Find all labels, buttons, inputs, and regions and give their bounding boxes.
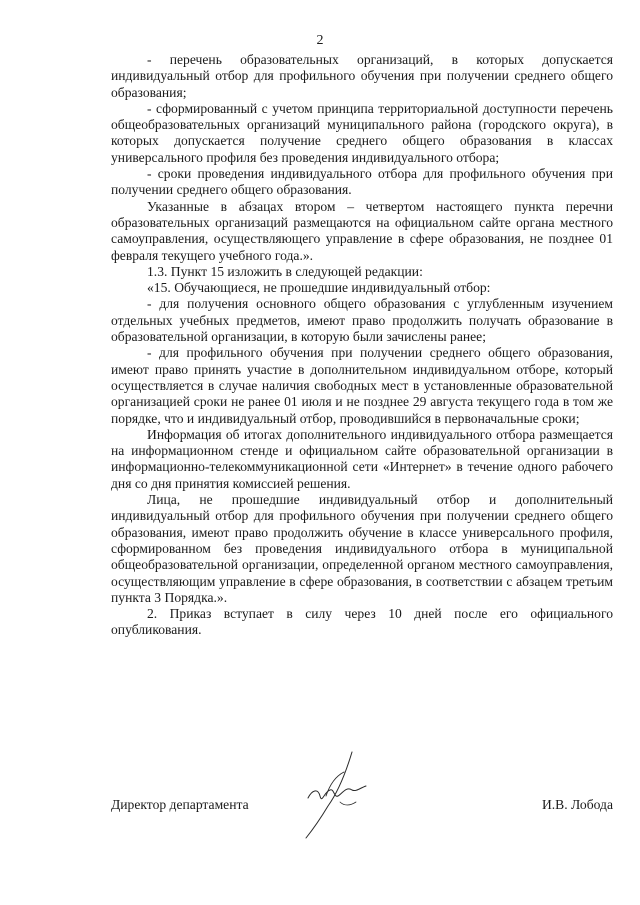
paragraph-basic-education: - для получения основного общего образования с углубленным изучением отдельных учебных предметов, имеют право продолжить получать образование в образовательной организации, в которую были зачислены ранее; xyxy=(111,296,613,345)
paragraph-item-1-3: 1.3. Пункт 15 изложить в следующей редакции: xyxy=(147,263,423,279)
paragraph-list-organizations: - перечень образовательных организаций, в которых допускается индивидуальный отбор для профильного обучения при получении среднего общего образования; xyxy=(111,52,613,100)
handwritten-signature xyxy=(300,746,372,842)
paragraph-list-universal-profile: - сформированный с учетом принципа территориальной доступности перечень общеобразовательных организаций муниципального района (городского округа), в которых допускается получение среднего общего образования в классах универсального профиля без проведения индивидуального отбора; xyxy=(111,100,613,165)
signature-block xyxy=(111,796,613,816)
paragraph-selection-dates: - сроки проведения индивидуального отбора для профильного обучения при получении среднего общего образования. xyxy=(111,166,613,198)
paragraph-profile-training: - для профильного обучения при получении среднего общего образования, имеют право принять участие в дополнительном индивидуальном отборе, который осуществляется в случае наличия свободных мест в установленные образовательной организацией сроки не ранее 01 июля и не позднее 29 августа текущего года в том же порядке, что и индивидуальный отбор, проводившийся в первоначальные сроки; xyxy=(111,345,613,426)
paragraph-publication-deadline: Указанные в абзацах втором – четвертом настоящего пункта перечни образовательных организаций размещаются на официальном сайте органа местного самоуправления, осуществляющего управление в сфере образования, не позднее 01 февраля текущего учебного года.». xyxy=(111,198,613,263)
paragraph-item-15: «15. Обучающиеся, не прошедшие индивидуальный отбор: xyxy=(147,280,491,296)
document-body xyxy=(111,52,613,639)
signatory-title: Директор департамента xyxy=(111,797,249,812)
paragraph-not-passed: Лица, не прошедшие индивидуальный отбор и дополнительный индивидуальный отбор для профильного обучения при получении среднего общего образования, имеют право продолжить обучение в классе универсального профиля, сформированном без проведения индивидуального отбора в муниципальной общеобразовательной организации, определенной органом местного самоуправления, осуществляющим управление в сфере образования, в соответствии с абзацем третьим пункта 3 Порядка.». xyxy=(111,492,613,605)
paragraph-results-information: Информация об итогах дополнительного индивидуального отбора размещается на информационном стенде и официальном сайте образовательной организации в информационно-телекоммуникационной сети «Интернет» в течение одного рабочего дня со дня принятия комиссией решения. xyxy=(111,426,613,491)
page-number: 2 xyxy=(316,33,324,48)
paragraph-order-effective: 2. Приказ вступает в силу через 10 дней после его официального опубликования. xyxy=(111,606,613,638)
signatory-name: И.В. Лобода xyxy=(541,797,613,812)
